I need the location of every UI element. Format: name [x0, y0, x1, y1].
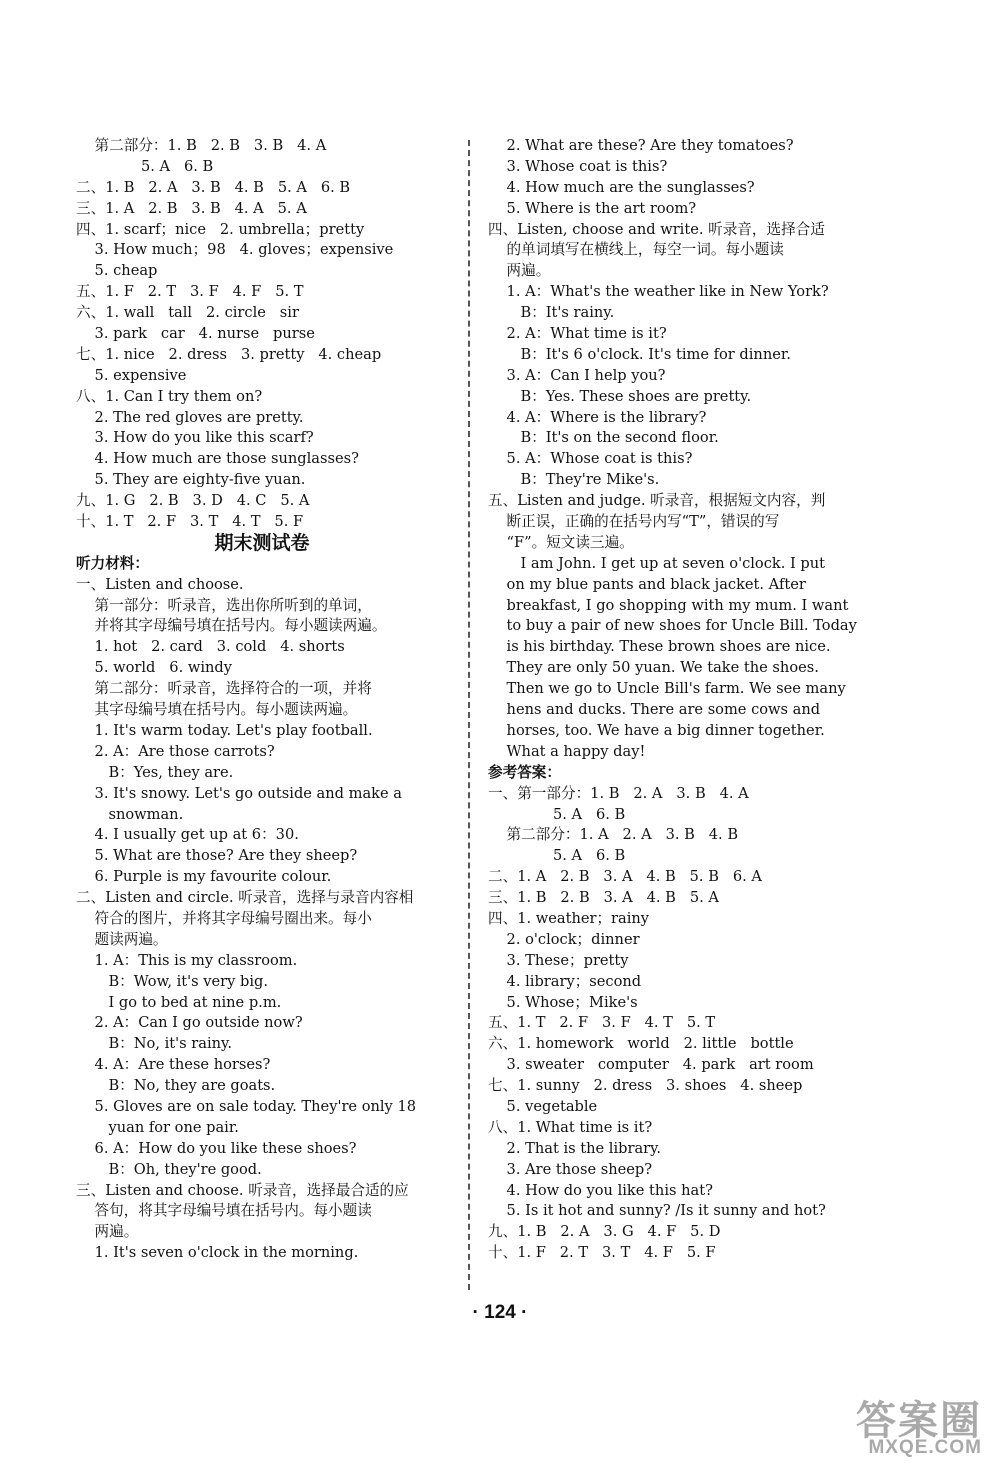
watermark-logo-text: 答案圈 [856, 1399, 982, 1443]
text-line: 六、1. wall tall 2. circle sir [76, 304, 299, 322]
text-line: 2. The red gloves are pretty. [76, 408, 304, 426]
text-line: 2. o'clock；dinner [488, 930, 640, 948]
text-line: 答句，将其字母编号填在括号内。每小题读 [76, 1202, 372, 1220]
text-line: “F”。短文读三遍。 [488, 533, 634, 551]
text-line: 六、1. homework world 2. little bottle [488, 1035, 794, 1053]
text-line: 3. sweater computer 4. park art room [488, 1056, 814, 1074]
text-line: 九、1. B 2. A 3. G 4. F 5. D [488, 1223, 721, 1241]
text-line: 5. A 6. B [76, 157, 214, 175]
text-line: 3. Whose coat is this? [488, 157, 668, 175]
text-line: 5. Is it hot and sunny? /Is it sunny and hot? [488, 1202, 826, 1220]
section-title: 期末测试卷 [214, 531, 310, 554]
text-line: What a happy day! [488, 742, 646, 760]
text-line: breakfast, I go shopping with my mum. I want [488, 596, 849, 614]
section-heading: 听力材料： [76, 554, 149, 572]
text-line: 九、1. G 2. B 3. D 4. C 5. A [76, 492, 310, 510]
text-line: B：No, it's rainy. [76, 1035, 232, 1053]
text-line: 十、1. F 2. T 3. T 4. F 5. F [488, 1244, 716, 1262]
text-line: B：They're Mike's. [488, 471, 660, 489]
text-line: 4. How do you like this hat? [488, 1181, 713, 1199]
text-line: 断正误，正确的在括号内写“T”，错误的写 [488, 513, 780, 531]
column-divider [468, 140, 470, 1290]
text-line: snowman. [76, 805, 184, 823]
text-line: 两遍。 [76, 1223, 139, 1241]
text-line: 第一部分：听录音，选出你所听到的单词， [76, 596, 372, 614]
text-line: 5. cheap [76, 262, 158, 280]
text-line: B：Wow, it's very big. [76, 972, 269, 990]
text-line: 二、Listen and circle. 听录音，选择与录音内容相 [76, 889, 414, 907]
watermark-url: MXQE.COM [868, 1437, 982, 1458]
text-line: Then we go to Uncle Bill's farm. We see many [488, 680, 846, 698]
text-line: B：Yes. These shoes are pretty. [488, 387, 752, 405]
text-line: to buy a pair of new shoes for Uncle Bill. Today [488, 617, 857, 635]
right-column [488, 136, 868, 1264]
text-line: I am John. I get up at seven o'clock. I put [488, 554, 826, 572]
page-number: · 124 · [472, 1302, 528, 1323]
text-line: 2. A：What time is it? [488, 325, 667, 343]
text-line: 2. What are these? Are they tomatoes? [488, 137, 794, 154]
text-line: 3. How much；98 4. gloves；expensive [76, 241, 394, 259]
text-line: 的单词填写在横线上，每空一词。每小题读 [488, 241, 784, 259]
text-line: 2. A：Can I go outside now? [76, 1014, 303, 1032]
text-line: 5. A 6. B [488, 805, 626, 823]
text-line: 二、1. B 2. A 3. B 4. B 5. A 6. B [76, 178, 351, 196]
text-line: 3. It's snowy. Let's go outside and make a [76, 784, 402, 802]
text-line: B：It's 6 o'clock. It's time for dinner. [488, 345, 791, 363]
text-line: 三、1. A 2. B 3. B 4. A 5. A [76, 199, 307, 217]
watermark-logo [836, 1389, 986, 1459]
text-line: B：Yes, they are. [76, 763, 234, 781]
text-line: 七、1. nice 2. dress 3. pretty 4. cheap [76, 345, 382, 363]
text-line: 3. Are those sheep? [488, 1160, 653, 1178]
text-line: 4. How much are those sunglasses? [76, 450, 359, 468]
text-line: 5. Gloves are on sale today. They're only 18 [76, 1097, 417, 1115]
text-line: 5. Where is the art room? [488, 199, 697, 217]
text-line: B：No, they are goats. [76, 1077, 276, 1095]
text-line: 其字母编号填在括号内。每小题读两遍。 [76, 701, 358, 719]
text-line: 一、Listen and choose. [76, 575, 244, 593]
text-line: 5. Whose；Mike's [488, 993, 638, 1011]
text-line: 四、1. scarf；nice 2. umbrella；pretty [76, 220, 365, 238]
text-line: 八、1. What time is it? [488, 1118, 653, 1136]
text-line: 5. world 6. windy [76, 659, 233, 677]
text-line: 1. A：What's the weather like in New York? [488, 283, 829, 301]
text-line: 1. It's warm today. Let's play football. [76, 721, 373, 739]
text-line: 三、Listen and choose. 听录音，选择最合适的应 [76, 1181, 409, 1199]
text-line: 八、1. Can I try them on? [76, 387, 263, 405]
text-line: I go to bed at nine p.m. [76, 993, 282, 1011]
text-line: 5. They are eighty-five yuan. [76, 471, 306, 489]
text-line: is his birthday. These brown shoes are nice. [488, 638, 831, 656]
text-line: 十、1. T 2. F 3. T 4. T 5. F [76, 513, 304, 531]
text-line: 5. expensive [76, 366, 187, 384]
left-column [76, 136, 448, 1264]
text-line: 题读两遍。 [76, 930, 168, 948]
text-line: They are only 50 yuan. We take the shoes. [488, 659, 819, 677]
text-line: 3. How do you like this scarf? [76, 429, 314, 447]
text-line: 1. A：This is my classroom. [76, 951, 298, 969]
text-line: 四、Listen, choose and write. 听录音，选择合适 [488, 220, 825, 238]
text-line: 3. These；pretty [488, 951, 629, 969]
text-line: 第二部分：听录音，选择符合的一项，并将 [76, 680, 372, 698]
text-line: 2. That is the library. [488, 1139, 662, 1157]
text-line: 五、1. F 2. T 3. F 4. F 5. T [76, 283, 304, 301]
text-line: 七、1. sunny 2. dress 3. shoes 4. sheep [488, 1077, 803, 1095]
text-line: 一、第一部分：1. B 2. A 3. B 4. A [488, 784, 749, 802]
text-line: 5. A：Whose coat is this? [488, 450, 693, 468]
text-line: 四、1. weather；rainy [488, 909, 650, 927]
text-line: 五、1. T 2. F 3. F 4. T 5. T [488, 1014, 716, 1032]
text-line: 1. hot 2. card 3. cold 4. shorts [76, 638, 345, 656]
text-line: 第二部分：1. A 2. A 3. B 4. B [488, 826, 739, 844]
text-line: 符合的图片，并将其字母编号圈出来。每小 [76, 909, 372, 927]
text-line: B：It's on the second floor. [488, 429, 719, 447]
text-line: 5. A 6. B [488, 847, 626, 865]
text-line: 2. A：Are those carrots? [76, 742, 275, 760]
text-line: yuan for one pair. [76, 1118, 239, 1136]
text-line: B：Oh, they're good. [76, 1160, 262, 1178]
text-line: 6. Purple is my favourite colour. [76, 868, 332, 886]
text-line: 4. A：Are these horses? [76, 1056, 271, 1074]
text-line: B：It's rainy. [488, 304, 615, 322]
text-line: hens and ducks. There are some cows and [488, 701, 821, 719]
text-line: 二、1. A 2. B 3. A 4. B 5. B 6. A [488, 868, 762, 886]
text-line: 1. It's seven o'clock in the morning. [76, 1244, 359, 1262]
text-line: 三、1. B 2. B 3. A 4. B 5. A [488, 889, 719, 907]
text-line: on my blue pants and black jacket. After [488, 575, 806, 593]
text-line: 4. library；second [488, 972, 642, 990]
text-line: 并将其字母编号填在括号内。每小题读两遍。 [76, 617, 387, 635]
text-line: 3. A：Can I help you? [488, 366, 666, 384]
text-line: 6. A：How do you like these shoes? [76, 1139, 357, 1157]
text-line: 4. I usually get up at 6：30. [76, 826, 299, 844]
text-line: 两遍。 [488, 262, 551, 280]
text-line: 4. A：Where is the library? [488, 408, 707, 426]
section-heading: 参考答案： [488, 763, 561, 781]
text-line: 五、Listen and judge. 听录音，根据短文内容，判 [488, 492, 826, 510]
text-line: 3. park car 4. nurse purse [76, 325, 315, 343]
text-line: horses, too. We have a big dinner together. [488, 721, 825, 739]
text-line: 5. What are those? Are they sheep? [76, 847, 358, 865]
text-line: 5. vegetable [488, 1097, 598, 1115]
text-line: 4. How much are the sunglasses? [488, 178, 755, 196]
text-line: 第二部分：1. B 2. B 3. B 4. A [76, 137, 327, 154]
